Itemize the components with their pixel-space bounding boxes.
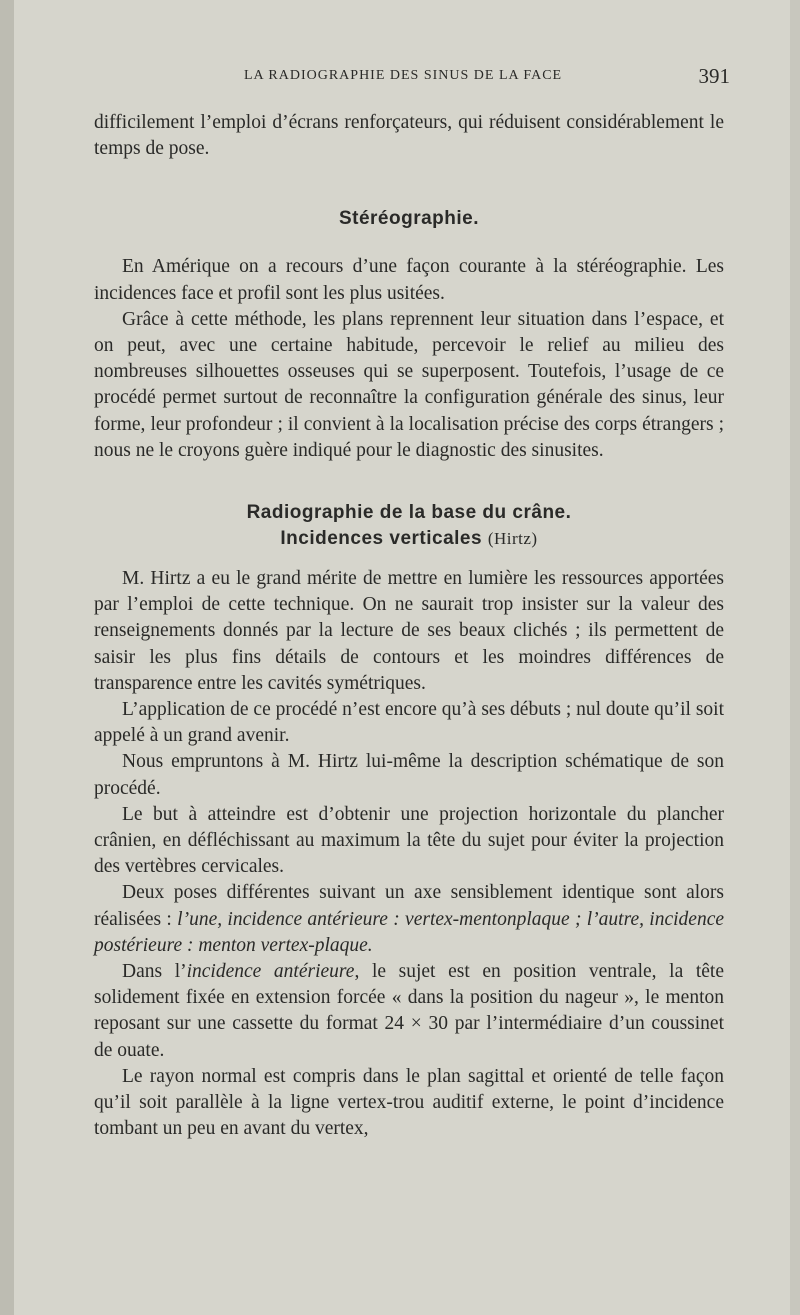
paragraph: L’application de ce procédé n’est encore qu’à ses débuts ; nul doute qu’il soit appelé à un grand avenir. (94, 699, 724, 747)
paragraph-italic-text: incidence antérieure (186, 961, 355, 983)
continuation-paragraph: difficilement l’emploi d’écrans renforçateurs, qui réduisent considérablement le temps de pose. (94, 112, 724, 160)
paragraph (94, 880, 724, 959)
paragraph-italic-text: l’une, incidence antérieure : vertex-mentonplaque ; l’autre, incidence postérieure : menton vertex-plaque. (94, 908, 725, 956)
paragraph: M. Hirtz a eu le grand mérite de mettre en lumière les ressources apportées par l’emploi de cette technique. On ne saurait trop insister sur la valeur des renseignements donnés par la lecture de ses beaux clichés ; ils permettent de saisir les plus fins détails de contours et les moindres différences de transparence entre les cavités symétriques. (94, 568, 724, 694)
page-number: 391 (698, 64, 730, 88)
paragraph-text: Dans l’ (122, 961, 187, 983)
paragraph: Le but à atteindre est d’obtenir une projection horizontale du plancher crânien, en défléchissant au maximum la tête du sujet pour éviter la projection des vertèbres cervicales. (94, 803, 724, 878)
heading-line-1: Radiographie de la base du crâne. (246, 502, 572, 524)
paragraph: En Amérique on a recours d’une façon courante à la stéréographie. Les incidences face et profil sont les plus usitées. (94, 256, 724, 304)
heading-author: (Hirtz) (487, 529, 538, 549)
section-heading-stereographie: Stéréographie. (338, 208, 480, 230)
page-body (94, 110, 724, 1143)
paragraph: Grâce à cette méthode, les plans reprennent leur situation dans l’espace, et on peut, avec une certaine habitude, percevoir le relief au milieu des nombreuses silhouettes osseuses qui se superposent. Toutefois, l’usage de ce procédé permet surtout de reconnaître la configuration générale des sinus, leur forme, leur profondeur ; il convient à la localisation précise des corps étrangers ; nous ne le croyons guère indiqué pour le diagnostic des sinusites. (94, 308, 724, 461)
heading-line-2 (94, 526, 724, 552)
paragraph: Nous empruntons à M. Hirtz lui-même la description schématique de son procédé. (94, 751, 724, 799)
paragraph-text: , le sujet est en position ventrale, la tête solidement fixée en extension forcée « dans la position du nageur », le menton reposant sur une cassette du format 24 × 30 par l’intermédiaire d’un coussinet de ouate. (94, 961, 724, 1061)
heading-line-2-text: Incidences verticales (280, 528, 483, 550)
running-header (94, 64, 730, 94)
paragraph-text: Deux poses différentes suivant un axe sensiblement identique sont alors réalisées : (94, 882, 724, 930)
running-title: LA RADIOGRAPHIE DES SINUS DE LA FACE (244, 68, 563, 83)
section-heading-base-du-crane (94, 500, 724, 552)
paragraph: Le rayon normal est compris dans le plan sagittal et orienté de telle façon qu’il soit parallèle à la ligne vertex-trou auditif externe, le point d’incidence tombant un peu en avant du vertex, (94, 1065, 724, 1140)
paragraph (94, 959, 724, 1064)
